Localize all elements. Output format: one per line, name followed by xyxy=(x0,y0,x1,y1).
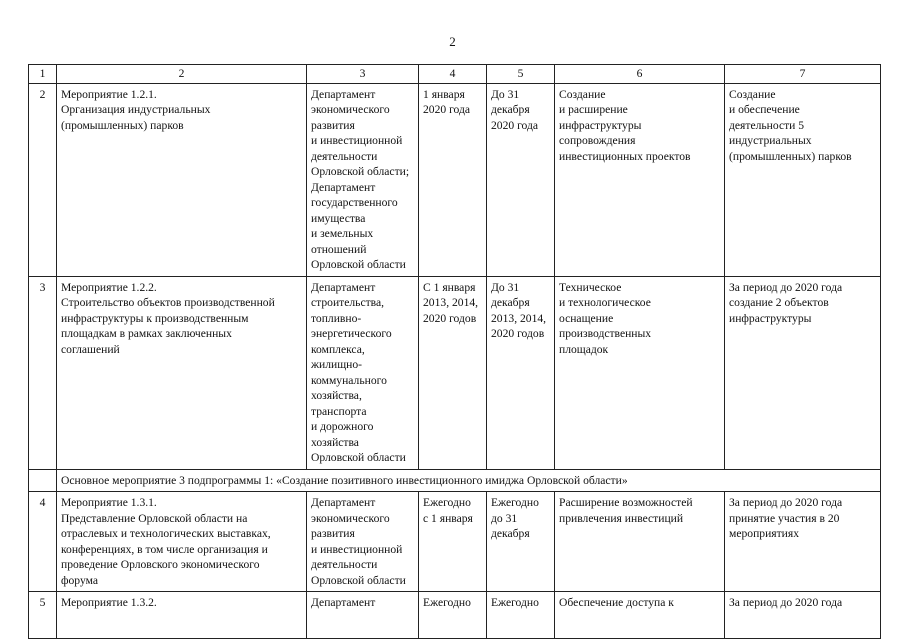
cell-line: площадок xyxy=(559,342,609,356)
row-number: 5 xyxy=(29,592,57,639)
cell-line: Орловской области xyxy=(311,451,406,464)
start-date-cell xyxy=(419,276,487,469)
executor-cell xyxy=(307,492,419,592)
cell-line: Департамент xyxy=(311,87,376,101)
cell-line: мероприятиях xyxy=(729,527,800,540)
cell-line: государственного xyxy=(311,196,398,209)
cell-line: развития xyxy=(311,118,355,132)
table-row xyxy=(29,83,881,276)
cell-line: коммунального xyxy=(311,373,387,387)
cell-line: и земельных xyxy=(311,227,374,240)
cell-line: Строительство объектов производственной xyxy=(61,296,275,309)
cell-line: инфраструктуры xyxy=(729,311,812,325)
cell-line: конференциях, в том числе организация и xyxy=(61,542,268,556)
cell-line: Ежегодно xyxy=(423,496,471,509)
result-cell xyxy=(555,276,725,469)
cell-line: проведение Орловского экономического xyxy=(61,558,260,571)
cell-line: До 31 xyxy=(491,280,520,294)
cell-line: декабря xyxy=(491,103,530,116)
program-table xyxy=(28,64,881,639)
executor-cell xyxy=(307,592,419,639)
cell-line: и дорожного xyxy=(311,420,374,433)
header-cell: 6 xyxy=(555,65,725,84)
cell-line: и инвестиционной xyxy=(311,134,403,147)
executor-cell xyxy=(307,276,419,469)
cell-line: до 31 xyxy=(491,511,518,525)
cell-line: инфраструктуры xyxy=(559,118,642,132)
result-cell xyxy=(555,83,725,276)
cell-line: транспорта xyxy=(311,404,367,418)
cell-line: производственных xyxy=(559,327,652,340)
cell-line: Расширение возможностей xyxy=(559,496,693,509)
header-cell: 4 xyxy=(419,65,487,84)
section-number-cell xyxy=(29,469,57,492)
header-cell: 3 xyxy=(307,65,419,84)
cell-line: экономического xyxy=(311,511,390,525)
event-cell xyxy=(57,492,307,592)
cell-line: 2020 годов xyxy=(491,327,545,340)
cell-line: Орловской области; xyxy=(311,165,410,178)
cell-line: деятельности xyxy=(311,149,378,163)
cell-line: Создание xyxy=(559,87,606,101)
cell-line: и технологическое xyxy=(559,296,651,309)
cell-line: Департамент xyxy=(311,496,376,509)
indicator-cell xyxy=(725,83,881,276)
start-date-cell xyxy=(419,83,487,276)
cell-line: Организация индустриальных xyxy=(61,103,211,116)
indicator-cell xyxy=(725,492,881,592)
cell-line: Орловской области xyxy=(311,258,406,271)
cell-line: (промышленных) парков xyxy=(61,118,184,132)
event-cell xyxy=(57,276,307,469)
cell-line: За период до 2020 года xyxy=(729,496,843,509)
cell-line: и расширение xyxy=(559,103,628,116)
end-date-cell xyxy=(487,83,555,276)
cell-line: До 31 xyxy=(491,87,520,101)
header-row xyxy=(29,65,881,84)
cell-line: с 1 января xyxy=(423,511,473,525)
cell-line: Орловской области xyxy=(311,573,406,587)
start-date-cell xyxy=(419,492,487,592)
table-row xyxy=(29,492,881,592)
cell-line: Техническое xyxy=(559,280,622,294)
table-row xyxy=(29,592,881,639)
cell-line: индустриальных xyxy=(729,134,812,147)
table-row xyxy=(29,276,881,469)
cell-line: принятие участия в 20 xyxy=(729,511,840,525)
header-cell: 5 xyxy=(487,65,555,84)
executor-cell xyxy=(307,83,419,276)
cell-line: 2020 года xyxy=(491,118,539,132)
section-row xyxy=(29,469,881,492)
cell-line: Департамент xyxy=(311,180,376,194)
cell-line: форума xyxy=(61,573,99,587)
indicator-cell xyxy=(725,276,881,469)
cell-line: жилищно- xyxy=(311,358,362,371)
cell-line: площадкам в рамках заключенных xyxy=(61,327,232,340)
row-number: 4 xyxy=(29,492,57,592)
section-title: Основное мероприятие 3 подпрограммы 1: «Создание позитивного инвестиционного имиджа Орловской области» xyxy=(57,469,881,492)
header-cell: 2 xyxy=(57,65,307,84)
cell-line: Департамент xyxy=(311,280,376,294)
cell-line: сопровождения xyxy=(559,134,636,147)
cell-line: Мероприятие 1.2.1. xyxy=(61,87,157,101)
cell-line: 2013, 2014, xyxy=(423,296,479,309)
cell-line: отраслевых и технологических выставках, xyxy=(61,527,271,540)
cell-line: имущества xyxy=(311,211,366,225)
cell-line: оснащение xyxy=(559,311,614,325)
cell-line: отношений xyxy=(311,242,367,256)
cell-line: и обеспечение xyxy=(729,103,800,116)
event-cell xyxy=(57,83,307,276)
result-cell xyxy=(555,492,725,592)
cell-line: Ежегодно xyxy=(491,596,539,609)
cell-line: топливно- xyxy=(311,311,362,325)
page-number: 2 xyxy=(449,34,456,49)
cell-line: Представление Орловской области на xyxy=(61,511,248,525)
end-date-cell xyxy=(487,592,555,639)
cell-line: (промышленных) парков xyxy=(729,149,852,163)
cell-line: деятельности 5 xyxy=(729,118,805,132)
cell-line: 2020 года xyxy=(423,103,471,116)
cell-line: привлечения инвестиций xyxy=(559,511,684,525)
cell-line: комплекса, xyxy=(311,342,365,356)
cell-line: Обеспечение доступа к xyxy=(559,596,674,609)
cell-line: Департамент xyxy=(311,596,376,609)
header-cell: 1 xyxy=(29,65,57,84)
cell-line: Мероприятие 1.3.1. xyxy=(61,496,157,509)
row-number: 2 xyxy=(29,83,57,276)
cell-line: Мероприятие 1.2.2. xyxy=(61,280,157,294)
cell-line: С 1 января xyxy=(423,280,476,294)
cell-line: Мероприятие 1.3.2. xyxy=(61,596,157,609)
cell-line: энергетического xyxy=(311,327,392,340)
cell-line: Создание xyxy=(729,87,776,101)
cell-line: инвестиционных проектов xyxy=(559,149,691,163)
end-date-cell xyxy=(487,492,555,592)
event-cell xyxy=(57,592,307,639)
cell-line: строительства, xyxy=(311,296,385,309)
cell-line: 2020 годов xyxy=(423,311,477,325)
cell-line: 2013, 2014, xyxy=(491,311,547,325)
start-date-cell xyxy=(419,592,487,639)
cell-line: создание 2 объектов xyxy=(729,296,829,309)
table-body xyxy=(29,83,881,639)
cell-line: развития xyxy=(311,527,355,540)
cell-line: и инвестиционной xyxy=(311,542,403,556)
header-cell: 7 xyxy=(725,65,881,84)
cell-line: 1 января xyxy=(423,87,465,101)
cell-line: деятельности xyxy=(311,558,378,571)
cell-line: инфраструктуры к производственным xyxy=(61,311,249,325)
cell-line: декабря xyxy=(491,296,530,309)
cell-line: декабря xyxy=(491,527,530,540)
cell-line: хозяйства xyxy=(311,435,359,449)
result-cell xyxy=(555,592,725,639)
cell-line: За период до 2020 года xyxy=(729,280,843,294)
cell-line: Ежегодно xyxy=(423,596,471,609)
cell-line: хозяйства, xyxy=(311,389,362,402)
end-date-cell xyxy=(487,276,555,469)
row-number: 3 xyxy=(29,276,57,469)
cell-line: соглашений xyxy=(61,342,120,356)
cell-line: За период до 2020 года xyxy=(729,596,843,609)
cell-line: экономического xyxy=(311,103,390,116)
indicator-cell xyxy=(725,592,881,639)
cell-line: Ежегодно xyxy=(491,496,539,509)
